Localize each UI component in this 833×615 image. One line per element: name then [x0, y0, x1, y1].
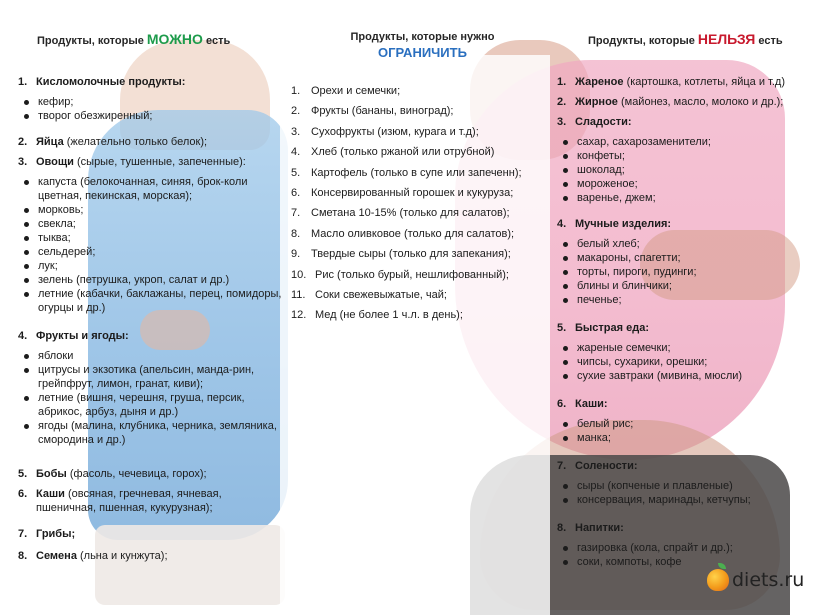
category-item: [18, 135, 283, 149]
list-item-text: торты, пироги, пудинги;: [577, 266, 697, 278]
bullet-icon: [24, 222, 29, 227]
list-item-text: макароны, спагетти;: [577, 252, 681, 264]
list-item-text: Сухофрукты (изюм, курага и т.д);: [311, 125, 479, 138]
list-item: [559, 431, 807, 445]
list-item-text: сухие завтраки (мивина, мюсли): [577, 370, 743, 382]
list-item: [291, 285, 541, 305]
category-item: [18, 549, 283, 563]
list-item-number: 6.: [291, 186, 301, 199]
can-eat-list: [18, 75, 283, 563]
list-item-text: Масло оливковое (только для салатов);: [311, 227, 515, 240]
list-item: [20, 391, 283, 419]
category-name: Грибы;: [36, 528, 76, 540]
category-subitems: [557, 135, 807, 205]
list-item: [20, 349, 283, 363]
list-item-text: газировка (кола, спрайт и др.);: [577, 542, 733, 554]
category-number: 3.: [18, 156, 28, 168]
list-item-number: 8.: [291, 227, 301, 240]
list-item: [291, 81, 541, 101]
category-item: [557, 321, 807, 335]
bullet-icon: [563, 168, 568, 173]
list-item-number: 2.: [291, 105, 301, 118]
bullet-icon: [563, 346, 568, 351]
category-item: [557, 75, 807, 89]
list-item: [559, 135, 807, 149]
list-item-text: сельдерей;: [38, 246, 96, 258]
site-logo: [707, 563, 804, 597]
list-item-text: сахар, сахарозаменители;: [577, 136, 711, 148]
category-name: Фрукты и ягоды:: [36, 330, 129, 342]
list-item: [291, 142, 541, 162]
category-item: [557, 217, 807, 231]
list-item: [291, 122, 541, 142]
list-item-text: тыква;: [38, 232, 71, 244]
bullet-icon: [24, 180, 29, 185]
category-item: [557, 115, 807, 129]
category-subitems: [18, 349, 283, 447]
bullet-icon: [24, 250, 29, 255]
category-name: Семена: [36, 550, 77, 562]
category-number: 5.: [557, 322, 567, 334]
list-item: [559, 355, 807, 369]
list-item-text: Консервированный горошек и кукуруза;: [311, 186, 514, 199]
category-item: [557, 397, 807, 411]
category-detail: (сырые, тушенные, запеченные):: [73, 156, 246, 168]
header-cannot-suffix: есть: [755, 35, 783, 47]
list-item: [291, 203, 541, 223]
bullet-icon: [563, 374, 568, 379]
list-item: [559, 251, 807, 265]
bullet-icon: [563, 546, 568, 551]
category-number: 4.: [557, 218, 567, 230]
category-name: Жареное: [575, 76, 624, 88]
bullet-icon: [563, 498, 568, 503]
list-item: [559, 369, 807, 383]
apple-icon: [707, 569, 729, 591]
list-item-text: варенье, джем;: [577, 192, 656, 204]
category-name: Напитки:: [575, 522, 624, 534]
header-can-accent: МОЖНО: [146, 31, 203, 47]
list-item-text: Хлеб (только ржаной или отрубной): [311, 146, 495, 159]
category-number: 5.: [18, 468, 28, 480]
list-item-text: конфеты;: [577, 150, 625, 162]
list-item-text: сыры (копченые и плавленые): [577, 480, 733, 492]
bullet-icon: [563, 298, 568, 303]
bullet-icon: [24, 208, 29, 213]
list-item-text: летние (вишня, черешня, груша, персик, абрикос, арбуз, дыня и др.): [38, 392, 245, 418]
category-number: 6.: [557, 398, 567, 410]
header-limit: [330, 30, 515, 60]
category-item: [18, 75, 283, 89]
bullet-icon: [24, 264, 29, 269]
bullet-icon: [24, 396, 29, 401]
category-subitems: [557, 341, 807, 383]
list-item: [291, 305, 541, 325]
category-name: Мучные изделия:: [575, 218, 672, 230]
category-item: [18, 527, 283, 541]
list-item-text: белый рис;: [577, 418, 634, 430]
cannot-eat-list: [557, 75, 807, 569]
header-can-prefix: Продукты, которые: [37, 35, 147, 47]
list-item: [559, 293, 807, 307]
category-name: Сладости:: [575, 116, 632, 128]
category-number: 2.: [18, 136, 28, 148]
list-item-text: морковь;: [38, 204, 84, 216]
list-item: [20, 419, 283, 447]
header-can-eat: [37, 31, 230, 47]
list-item-text: цитрусы и экзотика (апельсин, манда-рин, грейпфрут, лимон, гранат, киви);: [38, 364, 255, 390]
list-item: [559, 237, 807, 251]
category-number: 8.: [557, 522, 567, 534]
bullet-icon: [563, 140, 568, 145]
list-item: [291, 265, 541, 285]
bullet-icon: [24, 236, 29, 241]
list-item-text: кефир;: [38, 96, 74, 108]
bullet-icon: [563, 560, 568, 565]
header-limit-line1: Продукты, которые нужно: [350, 31, 495, 43]
category-name: Каши: [36, 488, 65, 500]
header-cannot-eat: [588, 31, 783, 47]
list-item: [20, 231, 283, 245]
header-limit-accent: ОГРАНИЧИТЬ: [378, 45, 467, 60]
list-item-text: Орехи и семечки;: [311, 85, 401, 97]
category-number: 4.: [18, 330, 28, 342]
category-name: Овощи: [36, 156, 74, 168]
bullet-icon: [24, 368, 29, 373]
list-item: [20, 95, 283, 109]
category-detail: (майонез, масло, молоко и др.);: [617, 96, 784, 108]
category-detail: (желательно только белок);: [63, 136, 208, 148]
list-item: [20, 109, 283, 123]
list-item-text: творог обезжиренный;: [38, 110, 153, 122]
bullet-icon: [24, 114, 29, 119]
list-item-number: 3.: [291, 125, 301, 138]
list-item-number: 1.: [291, 85, 301, 97]
list-item: [20, 273, 283, 287]
category-name: Бобы: [36, 468, 67, 480]
category-detail: (льна и кунжута);: [76, 550, 168, 562]
category-item: [18, 155, 283, 169]
category-name: Яйца: [36, 136, 64, 148]
category-subitems: [557, 237, 807, 307]
list-item: [559, 493, 807, 507]
list-item: [559, 191, 807, 205]
list-item-text: Фрукты (бананы, виноград);: [311, 105, 454, 118]
category-number: 2.: [557, 96, 567, 108]
list-item-text: мороженое;: [577, 178, 638, 190]
list-item-text: капуста (белокочанная, синяя, брок-коли цветная, пекинская, морская);: [38, 176, 248, 202]
category-subitems: [557, 479, 807, 507]
bullet-icon: [24, 424, 29, 429]
category-number: 7.: [557, 460, 567, 472]
list-item-text: блины и блинчики;: [577, 280, 672, 292]
category-detail: (фасоль, чечевица, горох);: [66, 468, 207, 480]
list-item-text: зелень (петрушка, укроп, салат и др.): [38, 274, 230, 286]
bullet-icon: [563, 270, 568, 275]
bullet-icon: [563, 484, 568, 489]
list-item: [291, 163, 541, 183]
category-number: 6.: [18, 488, 28, 500]
category-subitems: [18, 175, 283, 315]
category-number: 3.: [557, 116, 567, 128]
category-name: Солености:: [575, 460, 638, 472]
list-item-text: чипсы, сухарики, орешки;: [577, 356, 708, 368]
limit-list: [291, 81, 541, 326]
category-subitems: [557, 417, 807, 445]
bullet-icon: [24, 100, 29, 105]
list-item-text: соки, компоты, кофе: [577, 556, 682, 568]
list-item-number: 9.: [291, 248, 301, 261]
category-number: 7.: [18, 528, 28, 540]
list-item: [20, 287, 283, 315]
list-item: [20, 245, 283, 259]
bullet-icon: [563, 182, 568, 187]
bullet-icon: [563, 256, 568, 261]
list-item-text: Рис (только бурый, нешлифованный);: [315, 268, 509, 281]
list-item-text: Твердые сыры (только для запекания);: [311, 248, 511, 261]
bullet-icon: [563, 422, 568, 427]
category-detail: (овсяная, гречневая, ячневая, пшеничная, пшенная, кукурузная);: [36, 488, 222, 514]
category-item: [18, 467, 283, 481]
list-item-number: 4.: [291, 146, 301, 159]
category-name: Кисломолочные продукты:: [36, 76, 186, 88]
category-item: [557, 459, 807, 473]
bullet-icon: [563, 242, 568, 247]
list-item-text: Сметана 10-15% (только для салатов);: [311, 207, 510, 220]
bullet-icon: [563, 360, 568, 365]
bullet-icon: [563, 284, 568, 289]
list-item-number: 7.: [291, 207, 301, 220]
header-cannot-accent: НЕЛЬЗЯ: [697, 31, 756, 47]
bullet-icon: [563, 436, 568, 441]
category-number: 1.: [18, 76, 28, 88]
list-item-number: 12.: [291, 309, 307, 322]
list-item: [20, 259, 283, 273]
header-cannot-prefix: Продукты, которые: [588, 35, 698, 47]
category-item: [18, 487, 283, 515]
list-item: [559, 149, 807, 163]
list-item: [291, 224, 541, 244]
category-name: Быстрая еда:: [575, 322, 649, 334]
list-item-text: Мед (не более 1 ч.л. в день);: [315, 309, 463, 322]
list-item-text: печенье;: [577, 294, 622, 306]
list-item: [559, 265, 807, 279]
bullet-icon: [563, 154, 568, 159]
list-item: [291, 101, 541, 121]
list-item: [20, 203, 283, 217]
list-item-text: манка;: [577, 432, 611, 444]
list-item: [559, 417, 807, 431]
category-detail: (картошка, котлеты, яйца и т.д): [623, 76, 785, 88]
category-number: 8.: [18, 550, 28, 562]
list-item: [559, 541, 807, 555]
list-item: [559, 177, 807, 191]
list-item-text: шоколад;: [577, 164, 625, 176]
bullet-icon: [24, 278, 29, 283]
list-item-text: жареные семечки;: [577, 342, 671, 354]
bullet-icon: [24, 354, 29, 359]
list-item: [20, 363, 283, 391]
list-item-number: 11.: [291, 288, 306, 301]
list-item-text: белый хлеб;: [577, 238, 640, 250]
list-item: [559, 341, 807, 355]
category-name: Жирное: [575, 96, 618, 108]
list-item: [291, 244, 541, 264]
list-item-text: яблоки: [38, 350, 74, 362]
category-subitems: [18, 95, 283, 123]
header-can-suffix: есть: [202, 35, 231, 47]
bullet-icon: [563, 196, 568, 201]
category-item: [557, 521, 807, 535]
category-item: [18, 329, 283, 343]
list-item-text: свекла;: [38, 218, 76, 230]
list-item: [20, 175, 283, 203]
list-item-text: Картофель (только в супе или запеченн);: [311, 166, 522, 179]
category-number: 1.: [557, 76, 567, 88]
category-item: [557, 95, 807, 109]
list-item-text: консервация, маринады, кетчупы;: [577, 494, 751, 506]
list-item: [559, 163, 807, 177]
logo-text: diets.ru: [732, 569, 805, 591]
list-item: [291, 183, 541, 203]
list-item-number: 10.: [291, 268, 307, 281]
list-item: [20, 217, 283, 231]
list-item: [559, 479, 807, 493]
list-item-text: ягоды (малина, клубника, черника, земляника, смородина и др.): [38, 420, 277, 446]
list-item-text: лук;: [38, 260, 58, 272]
list-item-text: летние (кабачки, баклажаны, перец, помидоры, огурцы и др.): [38, 288, 282, 314]
list-item-text: Соки свежевыжатые, чай;: [315, 288, 447, 301]
category-name: Каши:: [575, 398, 608, 410]
list-item: [559, 279, 807, 293]
list-item-number: 5.: [291, 166, 301, 179]
bullet-icon: [24, 292, 29, 297]
